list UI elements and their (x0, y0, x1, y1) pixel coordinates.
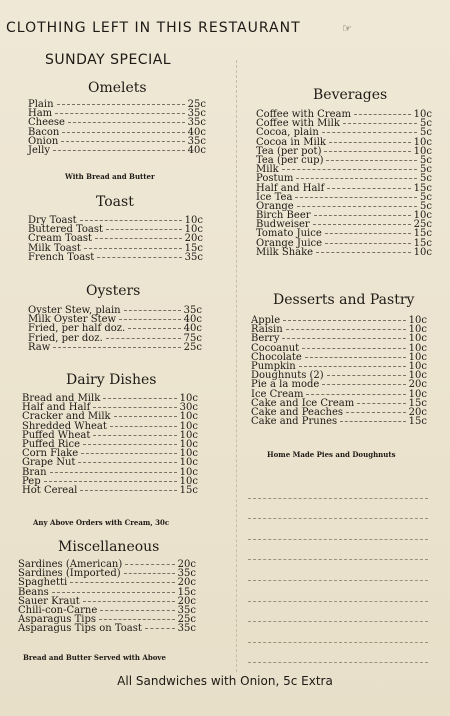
menu-item-price: 35c (177, 623, 196, 635)
dot-leader (324, 151, 410, 152)
menu-item-name: Ice Cream (251, 388, 304, 400)
column-divider (236, 60, 238, 672)
dot-leader (53, 347, 180, 348)
section-title-dairy: Dairy Dishes (66, 372, 157, 388)
menu-item-name: Cocoa, plain (256, 127, 319, 139)
dot-leader (128, 328, 180, 329)
blank-line (248, 519, 428, 540)
menu-item-name: Cocoanut (251, 342, 300, 354)
dot-leader (302, 348, 406, 349)
dot-leader (70, 582, 174, 583)
menu-item-name: Tea (per cup) (256, 154, 324, 166)
menu-item-price: 10c (184, 215, 203, 226)
dot-leader (322, 132, 417, 133)
menu-item (256, 248, 432, 257)
menu-item-name: Cream Toast (28, 233, 92, 245)
dot-leader (327, 188, 410, 189)
menu-item-name: Milk (256, 164, 279, 176)
misc-list (18, 560, 196, 634)
blank-line (248, 540, 428, 561)
menu-item (251, 417, 427, 426)
menu-item-name: Coffee with Cream (256, 109, 351, 120)
menu-item-name: Tea (per pot) (256, 145, 322, 157)
dairy-list (22, 394, 198, 495)
menu-item-price: 15c (184, 242, 203, 254)
menu-item-price: 10c (408, 342, 427, 354)
header-text: CLOTHING LEFT IN THIS RESTAURANT (6, 20, 301, 36)
menu-item (256, 156, 432, 165)
section-title-omelets: Omelets (88, 80, 147, 96)
menu-item-price: 40c (183, 323, 202, 335)
menu-item (22, 486, 198, 495)
menu-item-name: Cake and Prunes (251, 416, 338, 428)
menu-item-price: 5c (420, 173, 432, 185)
menu-item-name: Pie a la mode (251, 379, 320, 391)
menu-item-price: 30c (179, 402, 198, 414)
menu-item-name: Puffed Rice (22, 438, 81, 450)
blank-line (248, 560, 428, 581)
oysters-list (28, 306, 202, 352)
menu-item-price: 40c (187, 126, 206, 138)
menu-item-name: Bread and Milk (22, 393, 101, 404)
dot-leader (80, 220, 182, 221)
menu-item-price: 20c (408, 406, 427, 418)
dairy-note: Any Above Orders with Cream, 30c (33, 518, 170, 527)
menu-item-price: 25c (177, 614, 196, 626)
menu-item-price: 25c (183, 341, 202, 353)
menu-item-price: 5c (420, 200, 432, 212)
dot-leader (52, 592, 175, 593)
blank-line (248, 581, 428, 602)
section-title-desserts: Desserts and Pastry (273, 292, 415, 308)
menu-item-price: 5c (420, 118, 432, 130)
dot-leader (106, 338, 181, 339)
omelets-list (28, 100, 206, 155)
blank-line (248, 602, 428, 623)
menu-item (22, 458, 198, 467)
dot-leader (100, 610, 174, 611)
dot-leader (80, 490, 176, 491)
menu-item-name: Cake and Ice Cream (251, 397, 355, 409)
menu-item-price: 25c (187, 99, 206, 110)
menu-item-price: 10c (408, 388, 427, 400)
dot-leader (297, 206, 417, 207)
dot-leader (61, 141, 184, 142)
dot-leader (286, 329, 406, 330)
dot-leader (44, 481, 177, 482)
dot-leader (114, 416, 177, 417)
menu-item-name: Sardines (American) (18, 559, 123, 570)
section-title-misc: Miscellaneous (58, 539, 160, 555)
menu-item-price: 5c (420, 191, 432, 203)
menu-item-name: Milk Shake (256, 246, 314, 258)
desserts-note: Home Made Pies and Doughnuts (267, 450, 396, 459)
menu-item-price: 10c (408, 333, 427, 345)
misc-note: Bread and Butter Served with Above (23, 653, 166, 662)
footer-note: All Sandwiches with Onion, 5c Extra (117, 674, 333, 688)
omelets-note: With Bread and Butter (65, 172, 155, 181)
menu-item-name: Half and Half (22, 402, 91, 414)
menu-item-name: Plain (28, 99, 54, 110)
menu-item-price: 35c (184, 251, 203, 263)
menu-item-price: 10c (179, 448, 198, 460)
dot-leader (145, 628, 175, 629)
menu-item-price: 15c (408, 397, 427, 409)
menu-item (22, 468, 198, 477)
menu-item-name: Asparagus Tips on Toast (18, 623, 142, 635)
menu-item-name: Bacon (28, 126, 60, 138)
menu-item-name: French Toast (28, 251, 95, 263)
menu-item-price: 20c (408, 379, 427, 391)
menu-item-price: 10c (179, 438, 198, 450)
menu-item-name: Milk Oyster Stew (28, 314, 117, 326)
dot-leader (283, 320, 406, 321)
menu-item-price: 15c (413, 182, 432, 194)
menu-item (28, 334, 202, 343)
menu-item-name: Apple (251, 315, 281, 326)
menu-item-price: 10c (413, 145, 432, 157)
menu-item-name: Milk Toast (28, 242, 81, 254)
blank-line (248, 622, 428, 643)
menu-item-price: 40c (183, 314, 202, 326)
menu-item-price: 35c (183, 305, 202, 316)
menu-item-price: 15c (177, 586, 196, 598)
dot-leader (316, 252, 411, 253)
menu-item-name: Spaghetti (18, 577, 68, 589)
menu-item-price: 10c (413, 109, 432, 120)
dot-leader (282, 338, 405, 339)
menu-item-price: 10c (413, 136, 432, 148)
dot-leader (83, 444, 177, 445)
dot-leader (124, 573, 175, 574)
dot-leader (93, 407, 176, 408)
dot-leader (81, 453, 177, 454)
menu-item-name: Cocoa in Milk (256, 136, 326, 148)
menu-item-name: Tomato Juice (256, 228, 322, 240)
menu-item-price: 40c (187, 144, 206, 156)
menu-item-price: 10c (408, 324, 427, 336)
menu-item-name: Onion (28, 135, 59, 147)
menu-item-price: 10c (179, 429, 198, 441)
dot-leader (50, 472, 177, 473)
menu-item (28, 137, 206, 146)
dot-leader (299, 366, 406, 367)
menu-item-name: Jelly (28, 144, 50, 156)
dot-leader (327, 375, 406, 376)
menu-item-price: 20c (177, 595, 196, 607)
menu-item (18, 624, 196, 633)
menu-item-name: Oyster Stew, plain (28, 305, 121, 316)
dot-leader (314, 215, 411, 216)
menu-item-name: Half and Half (256, 182, 325, 194)
dot-leader (78, 462, 176, 463)
menu-item-price: 15c (413, 228, 432, 240)
menu-item-name: Coffee with Milk (256, 118, 340, 130)
menu-item-price: 20c (177, 577, 196, 589)
section-title-toast: Toast (96, 194, 134, 210)
menu-item-price: 75c (183, 332, 202, 344)
dot-leader (354, 114, 411, 115)
menu-item-name: Sardines (Imported) (18, 568, 121, 580)
sunday-special-heading: SUNDAY SPECIAL (45, 52, 172, 68)
dot-leader (83, 601, 175, 602)
menu-item-price: 10c (179, 411, 198, 423)
dot-leader (357, 403, 405, 404)
dot-leader (103, 398, 176, 399)
dot-leader (124, 310, 181, 311)
dot-leader (305, 357, 406, 358)
dot-leader (93, 435, 176, 436)
menu-item-name: Beans (18, 586, 49, 598)
dot-leader (322, 384, 405, 385)
menu-item-name: Fried, per half doz. (28, 323, 126, 335)
menu-item-price: 10c (179, 466, 198, 478)
menu-item-name: Grape Nut (22, 457, 76, 469)
menu-item-price: 35c (187, 135, 206, 147)
dot-leader (97, 257, 181, 258)
menu-item-name: Sauer Kraut (18, 595, 80, 607)
menu-item-name: Orange (256, 200, 294, 212)
section-title-beverages: Beverages (313, 87, 388, 103)
menu-item (28, 146, 206, 155)
menu-item-name: Birch Beer (256, 210, 311, 222)
menu-item-name: Berry (251, 333, 280, 345)
menu-header (6, 20, 446, 46)
menu-item-name: Buttered Toast (28, 224, 104, 236)
dot-leader (296, 178, 417, 179)
menu-item-price: 5c (420, 164, 432, 176)
dot-leader (306, 394, 405, 395)
dot-leader (125, 564, 174, 565)
dot-leader (119, 319, 181, 320)
menu-item-name: Asparagus Tips (18, 614, 97, 626)
menu-item-name: Postum (256, 173, 294, 185)
dot-leader (53, 150, 185, 151)
menu-item-name: Cheese (28, 117, 65, 129)
beverages-list (256, 110, 432, 257)
dot-leader (313, 224, 411, 225)
menu-item-name: Pumpkin (251, 360, 296, 372)
dot-leader (325, 243, 411, 244)
dot-leader (325, 233, 411, 234)
menu-item-name: Raw (28, 341, 51, 353)
blank-line (248, 499, 428, 520)
menu-item-name: Ice Tea (256, 191, 293, 203)
dot-leader (99, 619, 175, 620)
menu-item-name: Bran (22, 466, 47, 478)
dot-leader (106, 229, 182, 230)
blank-line (248, 478, 428, 499)
dot-leader (346, 412, 406, 413)
menu-item-name: Shredded Wheat (22, 420, 107, 432)
menu-item-price: 5c (420, 127, 432, 139)
menu-item-price: 35c (177, 604, 196, 616)
menu-item-price: 10c (413, 246, 432, 258)
menu-item-price: 25c (413, 219, 432, 231)
menu-item-name: Chili-con-Carne (18, 604, 98, 616)
menu-item-price: 10c (408, 370, 427, 382)
menu-item-name: Dry Toast (28, 215, 77, 226)
dot-leader (340, 421, 405, 422)
menu-item-name: Hot Cereal (22, 484, 78, 496)
menu-item-price: 10c (179, 457, 198, 469)
dot-leader (55, 113, 185, 114)
dot-leader (329, 142, 411, 143)
menu-item-price: 10c (179, 475, 198, 487)
dot-leader (295, 197, 417, 198)
menu-item-price: 10c (184, 224, 203, 236)
menu-item-name: Budweiser (256, 219, 310, 231)
pointing-hand-icon: ☞ (342, 22, 353, 35)
menu-item-name: Corn Flake (22, 448, 79, 460)
menu-item-price: 35c (187, 108, 206, 120)
toast-list (28, 216, 203, 262)
menu-item-price: 10c (179, 420, 198, 432)
menu-item-price: 10c (413, 210, 432, 222)
dot-leader (57, 104, 185, 105)
menu-item-name: Puffed Wheat (22, 429, 91, 441)
dot-leader (95, 238, 182, 239)
menu-item (28, 343, 202, 352)
menu-item-name: Fried, per doz. (28, 332, 103, 344)
dot-leader (62, 132, 184, 133)
menu-item-name: Ham (28, 108, 53, 120)
menu-item-price: 10c (408, 315, 427, 326)
blank-line (248, 643, 428, 664)
menu-item (28, 253, 203, 262)
dot-leader (343, 123, 417, 124)
menu-item-name: Chocolate (251, 351, 302, 363)
menu-item-name: Pep (22, 475, 41, 487)
menu-item (28, 100, 206, 109)
menu-item-name: Cracker and Milk (22, 411, 111, 423)
section-title-oysters: Oysters (86, 283, 141, 299)
dot-leader (84, 248, 182, 249)
menu-item-price: 15c (413, 237, 432, 249)
menu-item-price: 35c (187, 117, 206, 129)
menu-item-name: Orange Juice (256, 237, 323, 249)
menu-item-price: 15c (408, 416, 427, 428)
menu-item-price: 5c (420, 154, 432, 166)
menu-item-price: 20c (184, 233, 203, 245)
menu-item-price: 10c (408, 351, 427, 363)
menu-item-price: 10c (408, 360, 427, 372)
menu-item-name: Doughnuts (2) (251, 370, 324, 382)
blank-write-in-lines (248, 478, 428, 663)
menu-item-price: 15c (179, 484, 198, 496)
menu-item-price: 35c (177, 568, 196, 580)
menu-item-price: 10c (179, 393, 198, 404)
desserts-list (251, 316, 427, 426)
dot-leader (326, 160, 417, 161)
menu-item-price: 20c (177, 559, 196, 570)
menu-item-name: Raisin (251, 324, 283, 336)
menu-item-name: Cake and Peaches (251, 406, 344, 418)
dot-leader (282, 169, 417, 170)
dot-leader (110, 426, 177, 427)
dot-leader (68, 122, 185, 123)
